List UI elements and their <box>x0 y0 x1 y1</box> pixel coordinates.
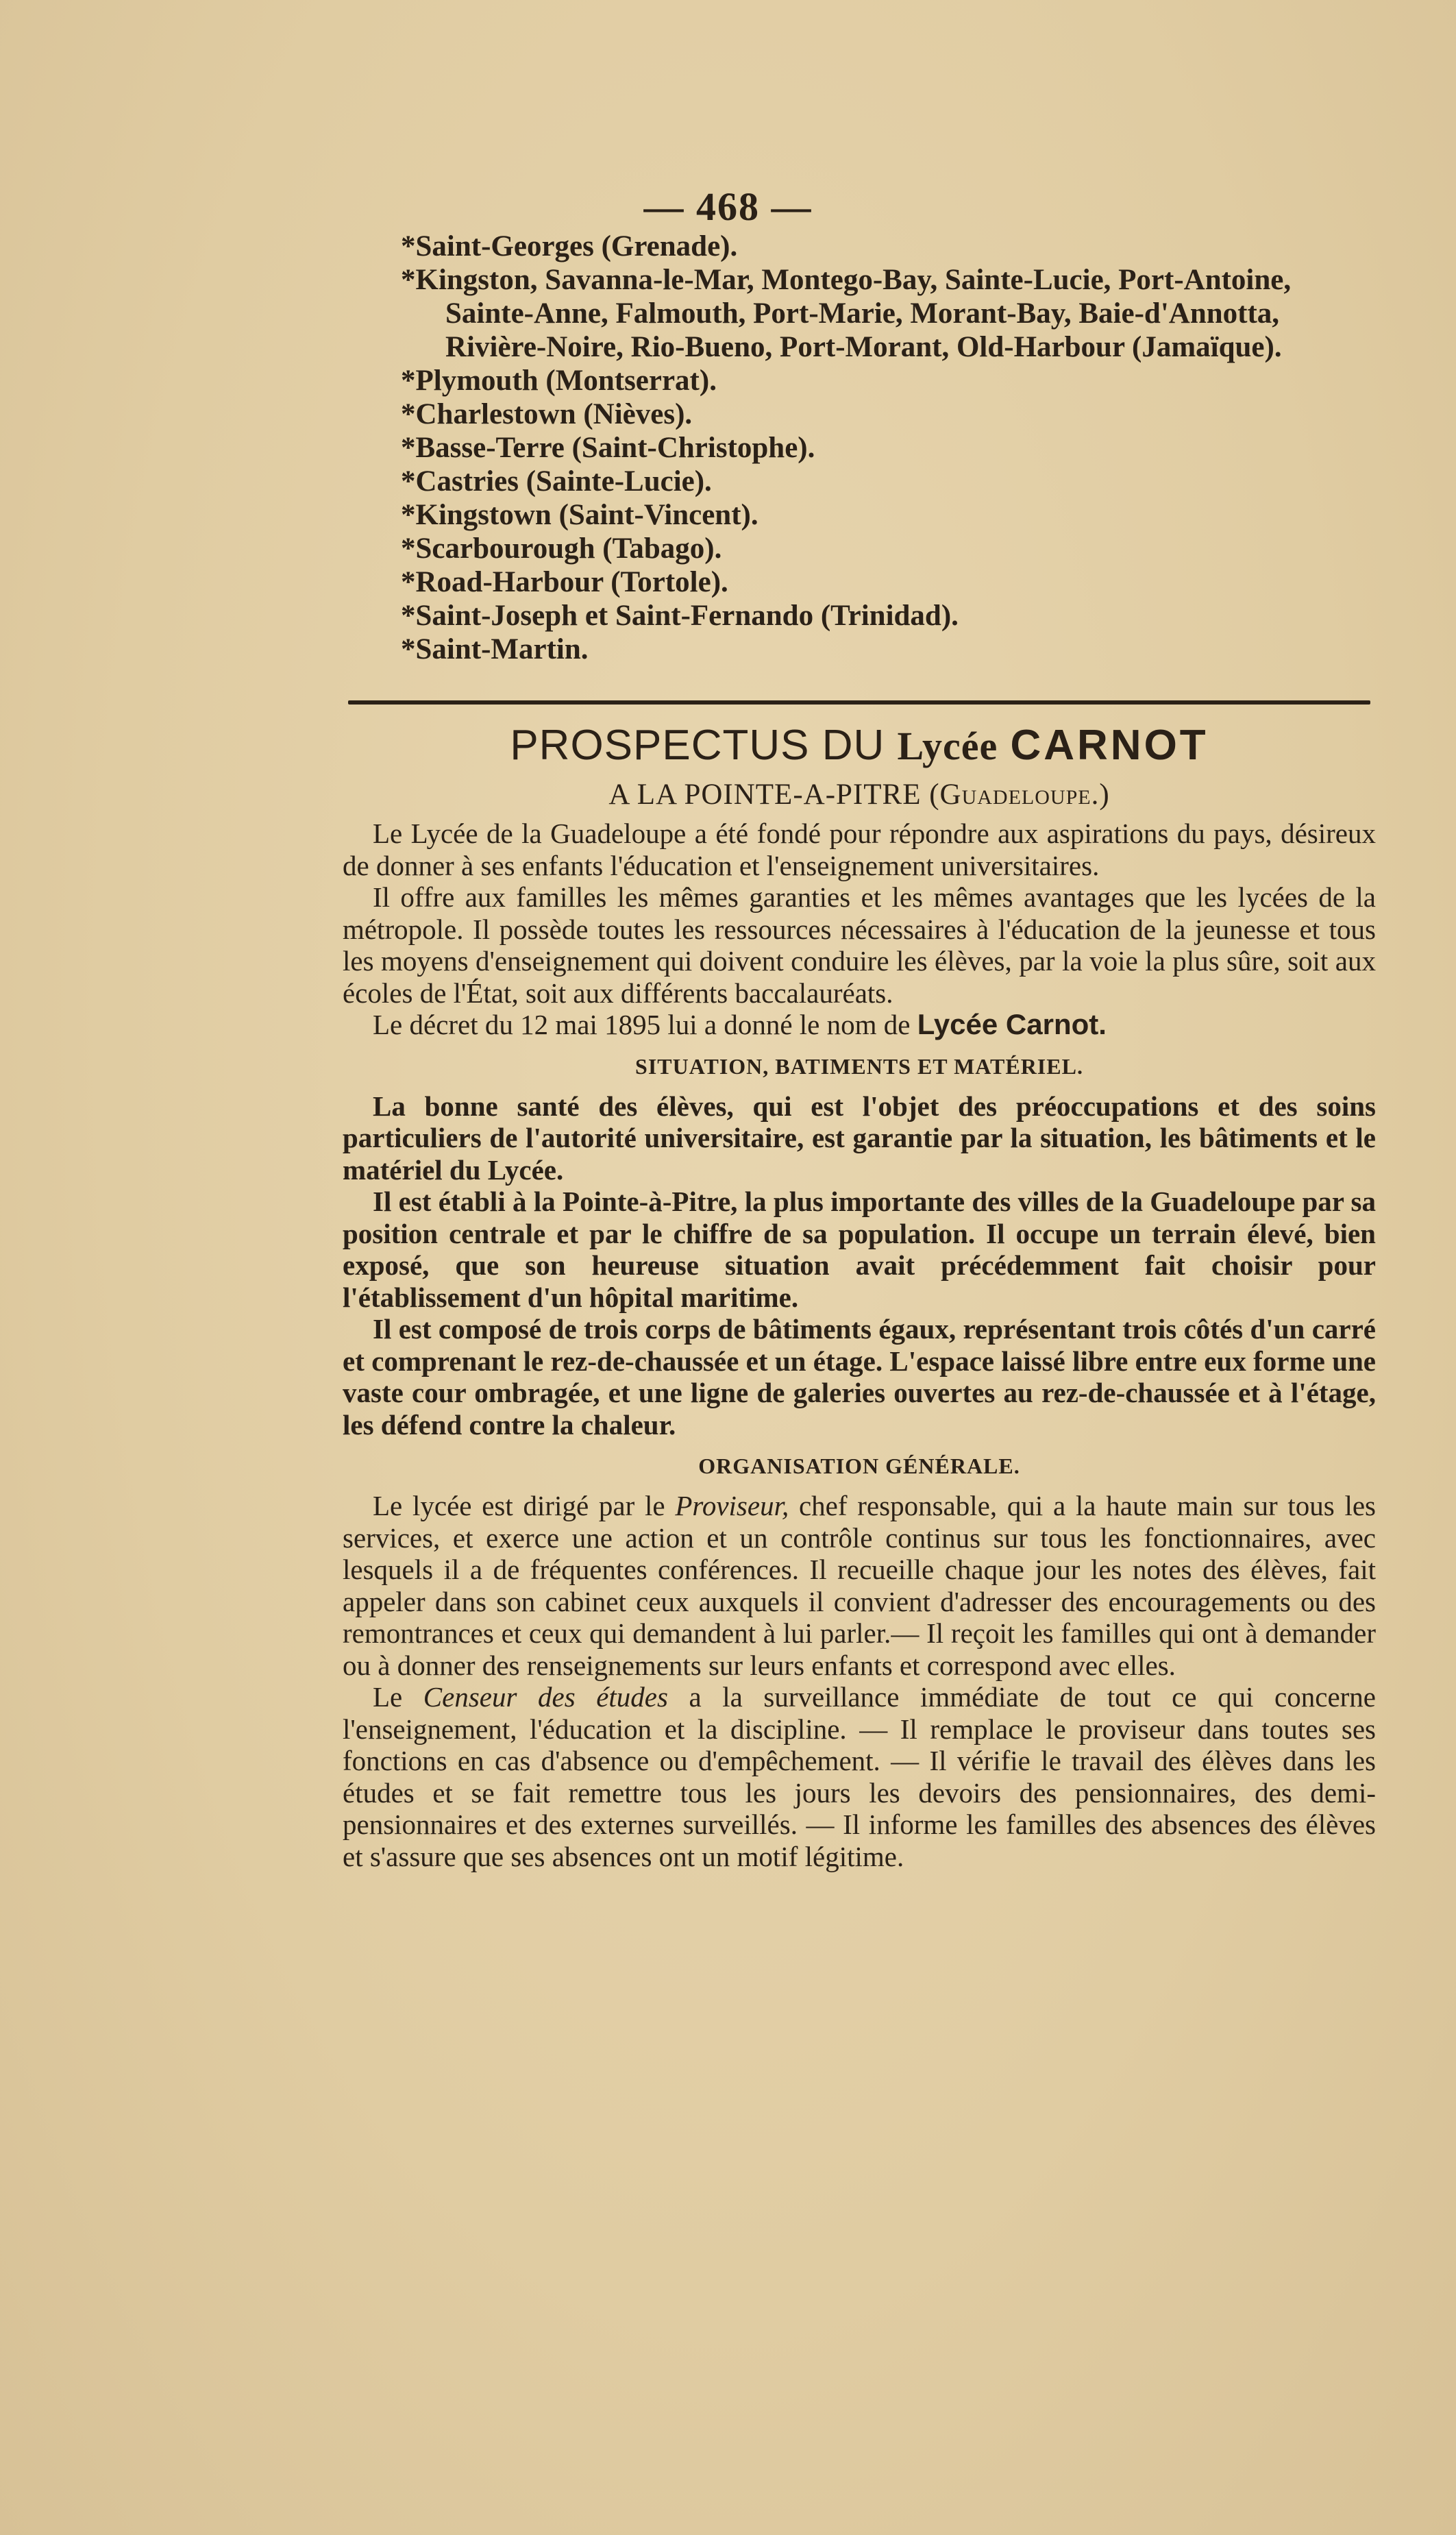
list-item: *Scarbourough (Tabago). <box>401 532 722 565</box>
censeur-title: Censeur des études <box>423 1681 668 1713</box>
proviseur-before: Le lycée est dirigé par le <box>373 1490 665 1521</box>
list-item: *Saint-Joseph et Saint-Fernando (Trinidad). <box>401 600 959 632</box>
title-prefix: PROSPECTUS DU <box>510 722 885 769</box>
list-item: *Charlestown (Nièves). <box>401 398 693 430</box>
decree-text: Le décret du 12 mai 1895 lui a donné le nom de <box>373 1009 911 1040</box>
situation-paragraph: La bonne santé des élèves, qui est l'objet des préoccupations et des soins particuliers de l'autorité universitaire, est garantie par la situation, les bâtiments et le matériel du Lycée. <box>343 1090 1376 1186</box>
list-item: *Road-Harbour (Tortole). <box>401 566 728 598</box>
list-item: *Kingstown (Saint-Vincent). <box>401 499 758 531</box>
list-item: *Kingston, Savanna-le-Mar, Montego-Bay, Sainte-Lucie, Port-Antoine, Sainte-Anne, Falmouth, Port-Marie, Morant-Bay, Baie-d'Annotta, Rivière-Noire, Rio-Bueno, Port-Morant, Old-Harbour (Jamaïque). <box>401 264 1292 363</box>
censeur-paragraph <box>343 1681 1376 1872</box>
intro-paragraph: Le Lycée de la Guadeloupe a été fondé pour répondre aux aspirations du pays, désireux de donner à ses enfants l'éducation et l'enseignement universitaires. <box>343 818 1376 881</box>
intro-paragraph: Il offre aux familles les mêmes garanties et les mêmes avantages que les lycées de la métropole. Il possède toutes les ressources nécessaires à l'éducation de la jeunesse et tous les moyens d'enseignement qui doivent conduire les élèves, par la voie la plus sûre, soit aux écoles de l'État, soit aux différents baccalauréats. <box>343 881 1376 1009</box>
situation-paragraph: Il est composé de trois corps de bâtiments égaux, représentant trois côtés d'un carré et comprenant le rez-de-chaussée et un étage. L'espace laissé libre entre eux forme une vaste cour ombragée, et une ligne de galeries ouvertes au rez-de-chaussée et à l'étage, les défend contre la chaleur. <box>343 1313 1376 1441</box>
section-divider <box>348 700 1370 705</box>
list-item: *Basse-Terre (Saint-Christophe). <box>401 432 815 464</box>
page-number: — 468 — <box>643 184 813 229</box>
list-item: *Plymouth (Montserrat). <box>401 365 717 397</box>
situation-paragraph: Il est établi à la Pointe-à-Pitre, la plus importante des villes de la Guadeloupe par sa position centrale et par le chiffre de sa population. Il occupe un terrain élevé, bien exposé, que son heureuse situation avait précédemment fait choisir pour l'établissement d'un hôpital maritime. <box>343 1186 1376 1313</box>
section-heading-situation: SITUATION, BATIMENTS ET MATÉRIEL. <box>635 1053 1083 1079</box>
censeur-after: a la surveillance immédiate de tout ce qui concerne l'enseignement, l'éducation et la discipline. — Il remplace le proviseur dans toutes ses fonctions en cas d'absence ou d'empêchement. — Il vérifie le travail des élèves dans les études et se fait remettre tous les jours les devoirs des pensionnaires, des demi-pensionnaires et des externes surveillés. — Il informe les familles des absences des élèves et s'assure que ses absences ont un motif légitime. <box>343 1681 1376 1872</box>
proviseur-paragraph <box>343 1490 1376 1681</box>
list-item: *Saint-Georges (Grenade). <box>401 230 738 262</box>
proviseur-after: chef responsable, qui a la haute main sur tous les services, et exerce une action et un contrôle continus sur tous les fonctionnaires, avec lesquels il a de fréquentes conférences. Il recueille chaque jour les notes des élèves, fait appeler dans son cabinet ceux auxquels il convient d'adresser des encouragements ou des remontrances et ceux qui demandent à lui parler.— Il reçoit les familles qui ont à demander ou à donner des renseignements sur leurs enfants et correspond avec elles. <box>343 1490 1376 1681</box>
decree-name: Lycée Carnot. <box>917 1008 1107 1040</box>
section-heading-organisation: ORGANISATION GÉNÉRALE. <box>698 1454 1020 1478</box>
consular-posts-list <box>401 230 1374 666</box>
subtitle-region: (Guadeloupe.) <box>929 779 1110 811</box>
title-lycee: Lycée <box>897 724 998 768</box>
proviseur-title: Proviseur, <box>675 1490 789 1521</box>
decree-paragraph <box>343 1009 1376 1041</box>
prospectus-title <box>343 720 1376 772</box>
list-item: *Saint-Martin. <box>401 633 589 665</box>
prospectus-subtitle <box>343 775 1376 815</box>
title-name: CARNOT <box>1010 722 1209 769</box>
list-item: *Castries (Sainte-Lucie). <box>401 465 712 498</box>
prospectus-section <box>343 720 1376 1872</box>
subtitle-place: A LA POINTE-A-PITRE <box>608 779 922 811</box>
censeur-before: Le <box>373 1681 403 1713</box>
